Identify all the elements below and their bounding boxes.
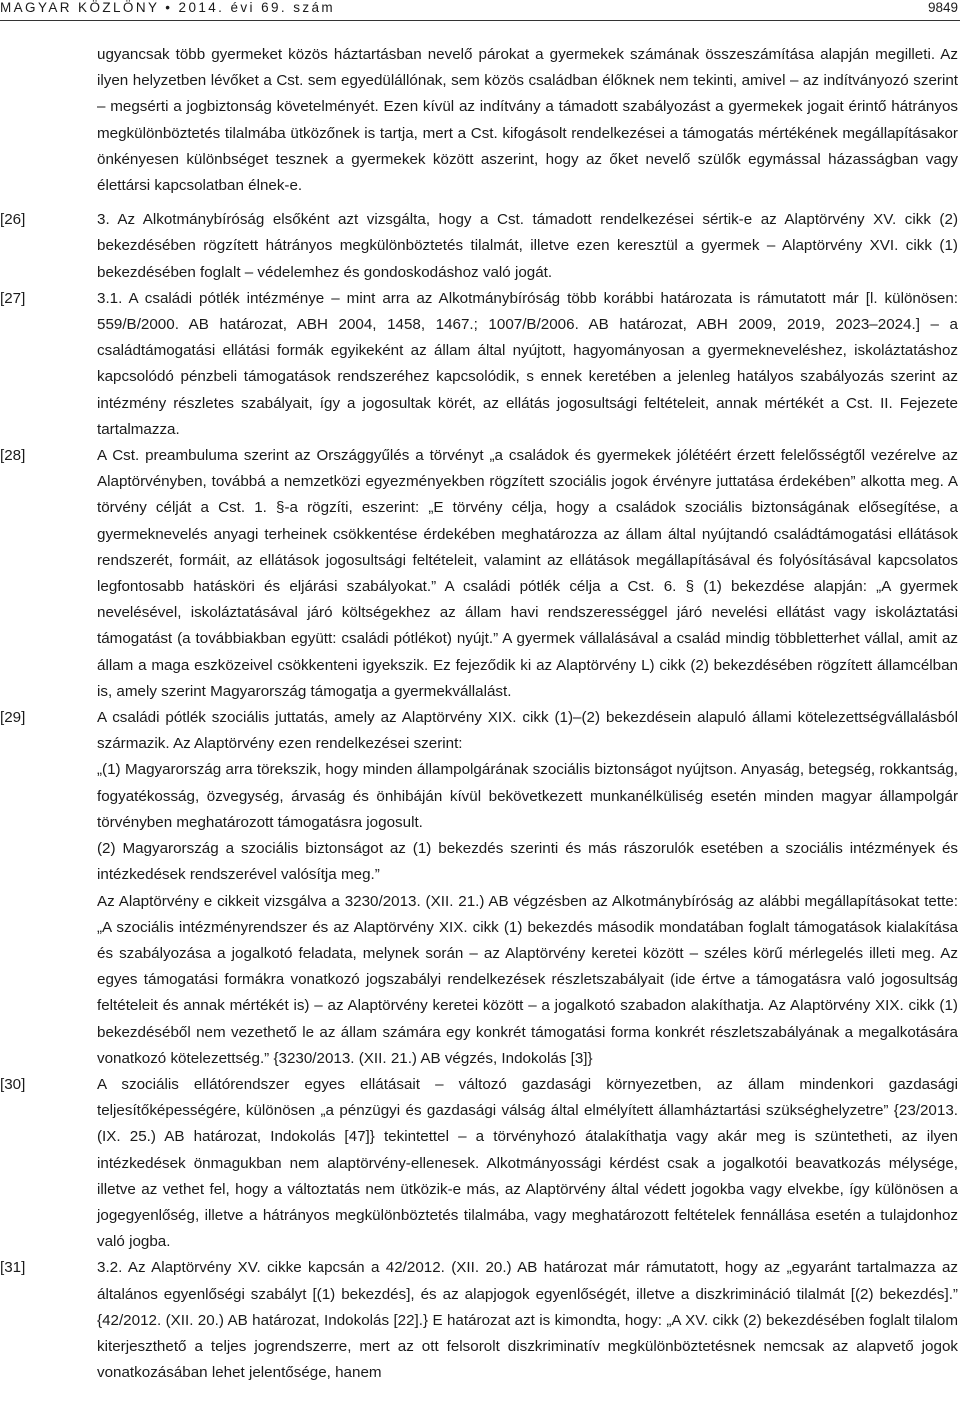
- paragraph-31: [0, 1255, 958, 1386]
- paragraph-26: [0, 207, 958, 286]
- paragraph-continuation: [0, 42, 958, 199]
- quoted-block: (2) Magyarország a szociális biztonságot az (1) bekezdés szerinti és más rászorulók esetében a szociális intézmények és intézkedések rendszerével valósítja meg.”: [97, 840, 958, 884]
- paragraph-number: [27]: [0, 289, 26, 307]
- quoted-block: „(1) Magyarország arra törekszik, hogy minden állampolgárának szociális biztonságot nyújtson. Anyaság, betegség, rokkantság, fogyatékosság, özvegység, árvaság és önhibáján kívül bekövetkezett munkanélküliség esetén minden magyar állampolgár törvényben meghatározott támogatásra jogosult.: [97, 761, 958, 831]
- paragraph-text: [97, 443, 958, 705]
- paragraph-number: [26]: [0, 211, 26, 229]
- paragraph-number: [30]: [0, 1075, 26, 1093]
- paragraph-number: [31]: [0, 1259, 26, 1277]
- header-rule: [0, 20, 960, 21]
- paragraph-number: [0, 42, 97, 199]
- document-body: [0, 42, 958, 1386]
- paragraph-text: [97, 1072, 958, 1255]
- paragraph-text: [97, 42, 958, 199]
- paragraph-block: A szociális ellátórendszer egyes ellátásait – változó gazdasági környezetben, az állam mindenkori gazdasági teljesítőképességére, különösen „a pénzügyi és gazdasági válság által elmélyített államháztartási szükséghelyzetre” {23/2013. (IX. 25.) AB határozat, Indokolás [47]} tekintettel – a törvényhozó átalakíthatja vagy akár meg is szüntetheti, az ilyen intézkedések önmagukban nem alaptörvény-ellenesek. Alkotmányossági kérdést csak a jogalkotói beavatkozás mélysége, illetve az vethet fel, hogy a változtatás nem ütközik-e más, az Alaptörvény által védett jogokba vagy elvekbe, így különösen a jogegyenlőség, illetve a hátrányos megkülönböztetés tilalmába, vagy meghatározott feltételek fennállása esetén a tulajdonhoz való jogba.: [97, 1075, 958, 1251]
- paragraph-text: [97, 207, 958, 286]
- page-header: [0, 0, 960, 28]
- paragraph-block: A Cst. preambuluma szerint az Országgyűlés a törvényt „a családok és gyermekek jólétéért érzett felelősségtől vezérelve az Alaptörvényben, továbbá a nemzetközi egyezményekben rögzített szociális jogok érvényre juttatása érdekében” alkotta meg. A törvény célját a Cst. 1. §-a rögzíti, eszerint: „E törvény célja, hogy a családok szociális biztonságának elősegítése, a gyermeknevelés anyagi terheinek csökkentése érdekében meghatározza az állam által nyújtandó családtámogatási ellátások rendszerét, formáit, az ellátások jogosultsági feltételeit, valamint az ellátások megállapításával és folyósításával kapcsolatos legfontosabb hatásköri és eljárási szabályokat.” A családi pótlék célja a Cst. 6. § (1) bekezdése alapján: „A gyermek nevelésével, iskoláztatásával járó költségekhez az állam havi rendszerességgel járó nevelési ellátást vagy iskoláztatási támogatást (a továbbiakban együtt: családi pótlékot) nyújt.” A gyermek vállalásával a család mindig többletterhet vállal, amit az állam a maga eszközeivel csökkenteni igyekszik. Ez fejeződik ki az Alaptörvény L) cikk (2) bekezdésében rögzített államcélban is, amely szerint Magyarország támogatja a gyermekvállalást.: [97, 447, 958, 700]
- paragraph-block: 3.1. A családi pótlék intézménye – mint arra az Alkotmánybíróság több korábbi határozata is rámutatott már [l. különösen: 559/B/2000. AB határozat, ABH 2004, 1458, 1467.; 1007/B/2006. AB határozat, ABH 2009, 2019, 2023–2024.] – a családtámogatási ellátási formák egyikeként az állam által nyújtott, hagyományosan a gyermekneveléshez, iskoláztatáshoz kapcsolódó pénzbeli támogatások rendszeréhez kapcsolódik, s ennek keretében a jelenleg hatályos szabályozás szerint az intézmény részletes szabályait, így a jogosultak körét, az ellátás jogosultsági feltételeit, annak mértékét a Cst. II. Fejezete tartalmazza.: [97, 289, 958, 438]
- paragraph-block: 3.2. Az Alaptörvény XV. cikke kapcsán a 42/2012. (XII. 20.) AB határozat már rámutatott, hogy az „egyaránt tartalmazza az általános egyenlőségi szabályt [(1) bekezdés], és az alapjogok egyenlőségét, illetve a diszkrimináció tilalmát [(2) bekezdés].” {42/2012. (XII. 20.) AB határozat, Indokolás [22].} E határozat azt is kimondta, hogy: „A XV. cikk (2) bekezdésében foglalt tilalom kiterjeszthető a teljes jogrendszerre, mert az ott felsorolt diszkriminatív megkülönböztetésnek nemcsak az alapvető jogok vonatkozásában lehet jelentősége, hanem: [97, 1259, 958, 1382]
- journal-title: MAGYAR KÖZLÖNY • 2014. évi 69. szám: [0, 0, 336, 15]
- paragraph-27: [0, 286, 958, 443]
- page-number: 9849: [927, 0, 958, 15]
- paragraph-30: [0, 1072, 958, 1255]
- paragraph-block: 3. Az Alkotmánybíróság elsőként azt vizsgálta, hogy a Cst. támadott rendelkezései sértik-e az Alaptörvény XV. cikk (2) bekezdésében rögzített hátrányos megkülönböztetés tilalmát, illetve ezen keresztül a gyermek – Alaptörvény XVI. cikk (1) bekezdésében foglalt – védelemhez és gondoskodáshoz való jogát.: [97, 211, 958, 281]
- paragraph-block: Az Alaptörvény e cikkeit vizsgálva a 3230/2013. (XII. 21.) AB végzésben az Alkotmánybíróság az alábbi megállapításokat tette: „A szociális intézményrendszer és az Alaptörvény XIX. cikk (1) bekezdés második mondatában foglalt támogatások kialakítása és szabályozása a jogalkotó feladata, melynek során – az Alaptörvény keretei között – széles körű mérlegelés illeti meg. Az egyes támogatási formákra vonatkozó jogszabályi rendelkezések részletszabályait (ide értve a támogatásra való jogosultság feltételeit és annak mértékét is) – az Alaptörvény keretei között – a jogalkotó szabadon alakíthatja. Az Alaptörvény XIX. cikk (1) bekezdéséből nem vezethető le az állam számára egy konkrét támogatási forma konkrét részletszabályának a megalkotására vonatkozó kötelezettség.” {3230/2013. (XII. 21.) AB végzés, Indokolás [3]}: [97, 892, 958, 1067]
- paragraph-28: [0, 443, 958, 705]
- paragraph-text: [97, 705, 958, 1072]
- paragraph-number: [28]: [0, 447, 26, 465]
- paragraph-text: [97, 1255, 958, 1386]
- paragraph-number: [29]: [0, 709, 26, 727]
- paragraph-text: [97, 286, 958, 443]
- paragraph-block: A családi pótlék szociális juttatás, amely az Alaptörvény XIX. cikk (1)–(2) bekezdésein alapuló állami kötelezettségvállalásból származik. Az Alaptörvény ezen rendelkezései szerint:: [97, 709, 958, 753]
- paragraph-block: ugyancsak több gyermeket közös háztartásban nevelő párokat a gyermekek számának összeszámítása alapján megilleti. Az ilyen helyzetben lévőket a Cst. sem egyedülállónak, sem közös családban élőknek nem tekinti, amivel – az indítványozó szerint – megsérti a jogbiztonság követelményét. Ezen kívül az indítvány a támadott szabályozást a gyermekek jogait érintő hátrányos megkülönböztetés tilalmába ütközőnek is tartja, mert a Cst. kifogásolt rendelkezései a támogatás mértékének megállapításakor önkényesen különbséget tesznek a gyermekek között aszerint, hogy az őket nevelő szülők egymással házasságban vagy élettársi kapcsolatban élnek-e.: [97, 46, 958, 195]
- paragraph-29: [0, 705, 958, 1072]
